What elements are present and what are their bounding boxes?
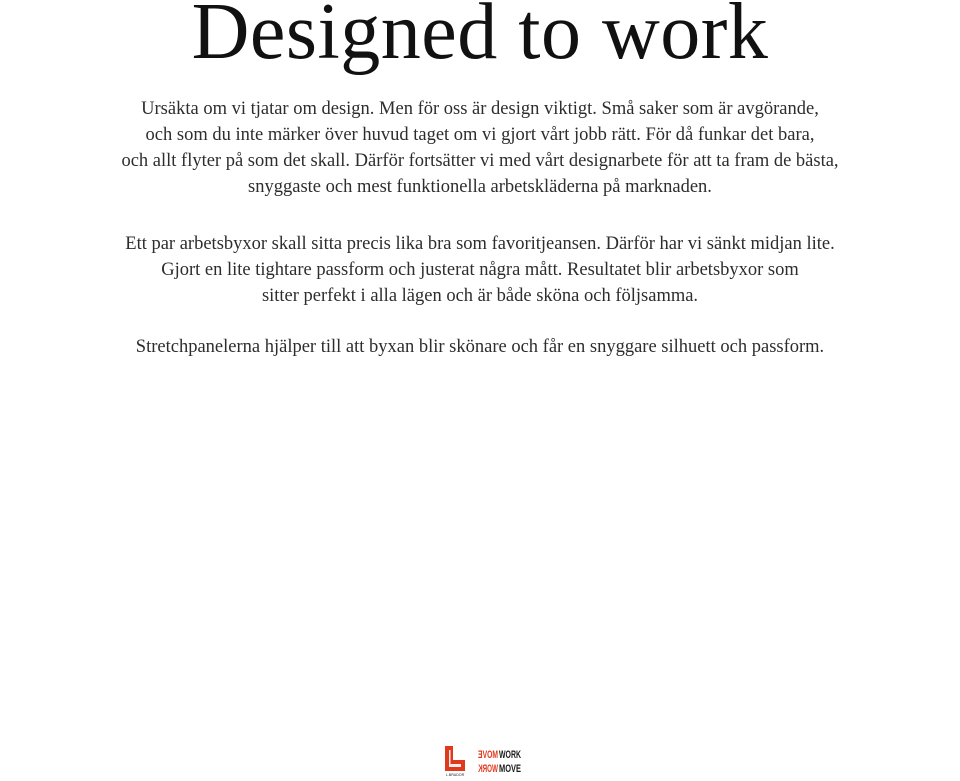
paragraph-line: Ett par arbetsbyxor skall sitta precis lika bra som favoritjeansen. Därför har vi sänkt midjan lite. [125, 234, 835, 254]
paragraph-line: snyggaste och mest funktionella arbetskläderna på marknaden. [248, 177, 712, 197]
brand-logo-badge [442, 745, 468, 777]
svg-text:WORK: WORK [477, 763, 498, 775]
paragraph-line: sitter perfekt i alla lägen och är både sköna och följsamma. [261, 286, 699, 306]
svg-text:WORK: WORK [499, 749, 522, 761]
footer-logo [442, 743, 522, 779]
svg-text:MOVE: MOVE [478, 749, 498, 761]
paragraph-line: Ursäkta om vi tjatar om design. Men för oss är design viktigt. Små saker som är avgörande, [141, 99, 819, 119]
intro-paragraph [40, 96, 920, 200]
fit-paragraph [40, 231, 920, 309]
work-move-logo [476, 747, 522, 777]
paragraph-line: och som du inte märker över huvud taget om vi gjort vårt jobb rätt. För då funkar det bara, [145, 125, 815, 145]
paragraph-line: Gjort en lite tightare passform och justerat några mått. Resultatet blir arbetsbyxor som [161, 260, 799, 280]
stretch-paragraph [40, 334, 920, 360]
brand-logo-text: L.BRADOR [445, 773, 465, 777]
svg-text:MOVE: MOVE [499, 763, 521, 775]
paragraph-line: och allt flyter på som det skall. Därför fortsätter vi med vårt designarbete för att ta fram de bästa, [121, 151, 839, 171]
paragraph-line: Stretchpanelerna hjälper till att byxan blir skönare och får en snyggare silhuett och passform. [135, 337, 825, 357]
page-title: Designed to work [191, 0, 769, 76]
